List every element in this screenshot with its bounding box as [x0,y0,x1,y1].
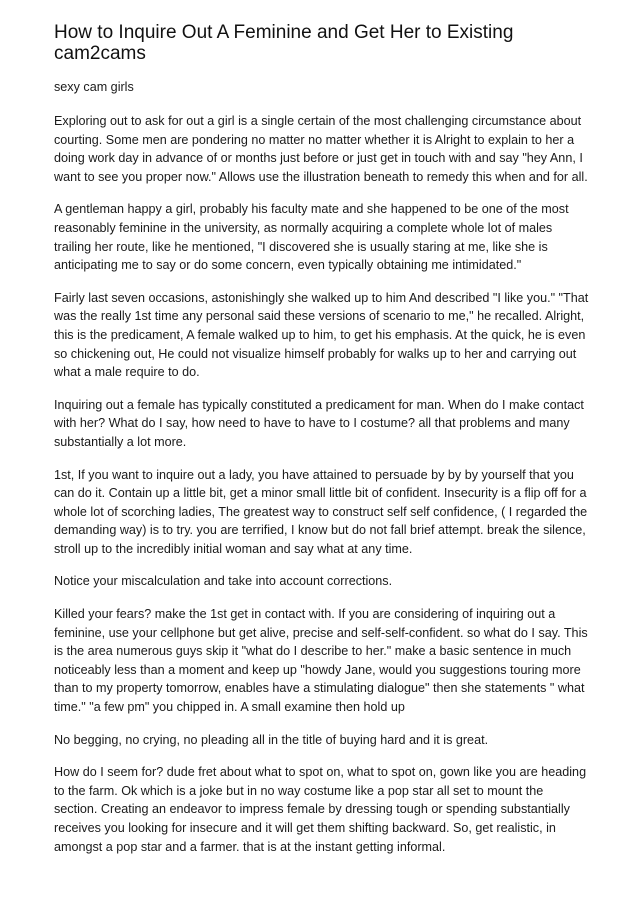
paragraph-4: Inquiring out a female has typically constituted a predicament for man. When do I make contact with her? What do I say, how need to have to have to I costume? all that problems and many substantially a lot more. [54,397,584,449]
link-text[interactable]: sexy cam girls [54,80,134,94]
paragraph-9: How do I seem for? dude fret about what to spot on, what to spot on, gown like you are heading to the farm. Ok which is a joke but in no way costume like a pop star all set to mount the section. Creating an endeavor to impress female by dressing tough or spending substantially receives you looking for insecure and it will get them shifting backward. So, get realistic, in amongst a pop star and a farmer. that is at the instant getting informal. [54,765,587,854]
paragraph-8: No begging, no crying, no pleading all in the title of buying hard and it is great. [54,732,489,747]
paragraph-2: A gentleman happy a girl, probably his faculty mate and she happened to be one of the most reasonably feminine in the university, as normally acquiring a complete whole lot of males trailing her route, like he mentioned, "I discovered she is usually staring at me, like she is anticipating me to say or do some concern, even typically obtaining me intimidated." [54,202,569,273]
paragraph-1: Exploring out to ask for out a girl is a single certain of the most challenging circumstance about courting. Some men are pondering no matter no matter whether it is Alright to explain to her a doing work day in advance of or months just before or just get in touch with and say "hey Ann, I want to see you proper now." Allows use the illustration beneath to remedy this when and for all. [54,114,588,184]
paragraph-5: 1st, If you want to inquire out a lady, you have attained to persuade by by by yourself that you can do it. Contain up a little bit, get a minor small little bit of confident. Insecurity is a flip off for a whole lot of scorching ladies, The greatest way to construct self self confidence, ( I regarded the demanding way) is to try. you are terrified, I know but do not fall brief attempt. break the silence, stroll up to the incredibly initial woman and say what at any time. [54,467,588,556]
paragraph-7: Killed your fears? make the 1st get in contact with. If you are considering of inquiring out a feminine, use your cellphone but get alive, precise and self-self-confident. so what do I say. This is the area numerous guys skip it "what do I describe to her." make a basic sentence in much noticeably less than a moment and keep up "howdy Jane, would you suggestions touring more than to my property tomorrow, enables have a stimulating dialogue" then she statements " what time." "a few pm" you chipped in. A small examine then hold up [54,607,588,715]
paragraph-3: Fairly last seven occasions, astonishingly she walked up to him And described "I like you." "That was the really 1st time any personal said these versions of scenario to me," he recalled. Alright, this is the predicament, A female walked up to him, to get his emphasis. At the quick, he is even so chickening out, He could not visualize himself probably for walks up to her and carrying out what a male require to do. [54,290,589,380]
document-title: How to Inquire Out A Feminine and Get Her to Existing cam2cams [54,22,514,64]
document-page [54,22,590,870]
paragraph-6: Notice your miscalculation and take into account corrections. [54,574,393,589]
